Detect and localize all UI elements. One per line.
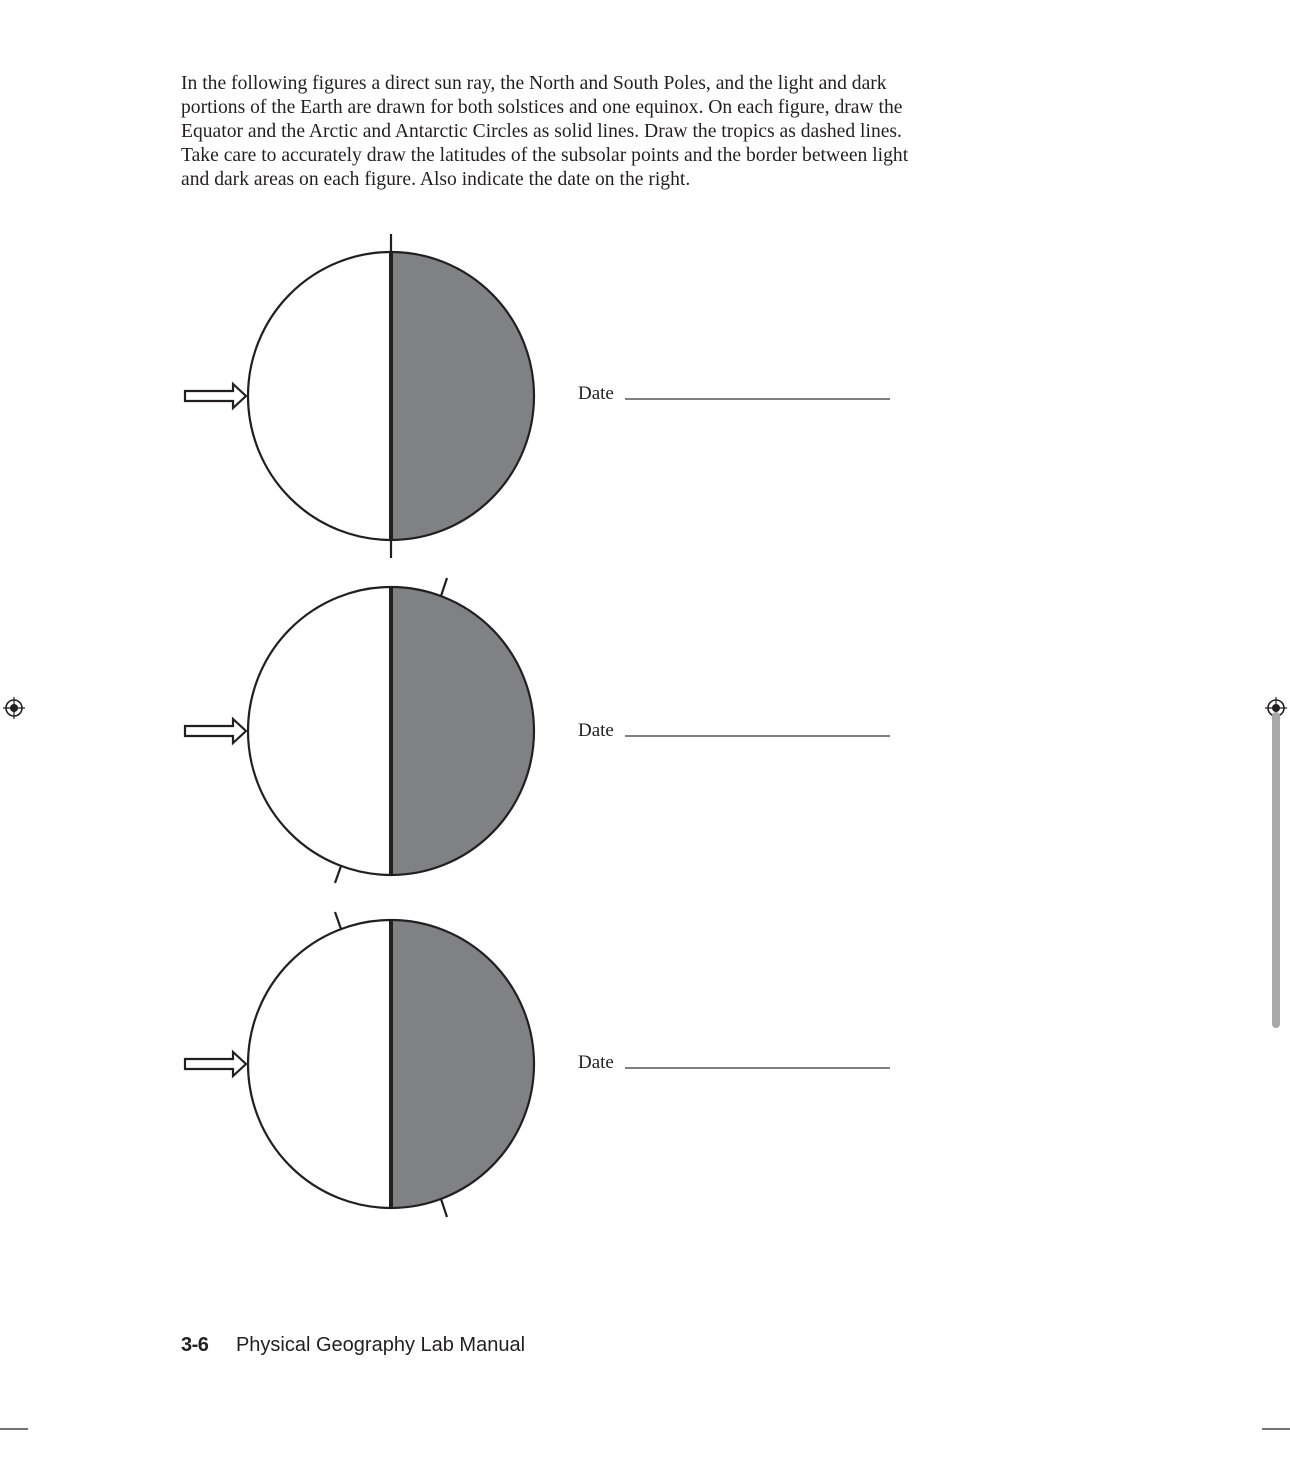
instructions-line: portions of the Earth are drawn for both solstices and one equinox. On each figure, draw the (181, 97, 903, 118)
page-footer (181, 1333, 525, 1357)
dark-half (391, 587, 534, 875)
vertical-scrollbar[interactable] (1272, 712, 1280, 1028)
dark-half (391, 252, 534, 540)
north-pole-axis (441, 578, 447, 596)
dark-half (391, 920, 534, 1208)
date-label-3: Date (578, 1052, 614, 1073)
sun-ray-arrow-icon (185, 719, 246, 743)
south-pole-axis (335, 866, 341, 883)
south-pole-axis (441, 1199, 447, 1217)
sun-ray-arrow-icon (185, 384, 246, 408)
instructions-line: and dark areas on each figure. Also indicate the date on the right. (181, 169, 691, 190)
instructions-line: In the following figures a direct sun ray, the North and South Poles, and the light and dark (181, 73, 887, 94)
registration-mark-icon (3, 697, 25, 719)
book-title: Physical Geography Lab Manual (235, 1334, 526, 1356)
instructions-line: Take care to accurately draw the latitudes of the subsolar points and the border between light (181, 145, 909, 166)
instructions-line: Equator and the Arctic and Antarctic Circles as solid lines. Draw the tropics as dashed lines. (181, 121, 902, 142)
north-pole-axis (335, 912, 341, 929)
sun-ray-arrow-icon (185, 1052, 246, 1076)
page-number: 3-6 (181, 1334, 209, 1356)
date-label-2: Date (578, 720, 614, 741)
earth-figure-1 (185, 234, 890, 558)
earth-figure-2 (185, 578, 890, 883)
earth-figure-3 (185, 912, 890, 1217)
date-label-1: Date (578, 383, 614, 404)
